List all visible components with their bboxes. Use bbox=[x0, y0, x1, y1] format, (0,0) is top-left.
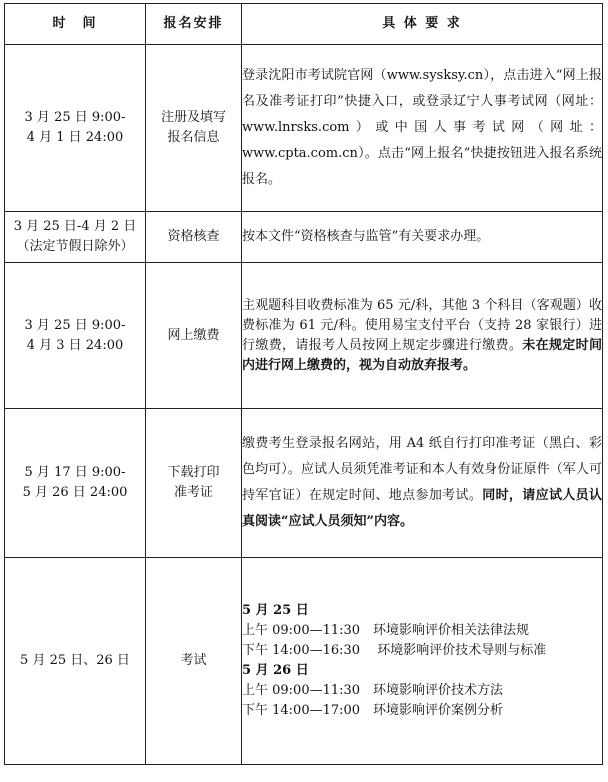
table-row bbox=[5, 45, 603, 212]
table-header-row bbox=[5, 4, 603, 45]
row-requirements bbox=[242, 45, 603, 212]
table-row bbox=[5, 409, 603, 558]
row-time: 3 月 25 日 9:00- 4 月 1 日 24:00 bbox=[5, 45, 146, 212]
header-item: 报名安排 bbox=[146, 4, 242, 45]
row-item: 网上缴费 bbox=[146, 263, 242, 409]
table-row bbox=[5, 263, 603, 409]
row-requirements bbox=[242, 558, 603, 765]
exam-session: 上午 09:00—11:30 环境影响评价相关法律法规 bbox=[242, 623, 530, 638]
row-requirements bbox=[242, 212, 603, 263]
row-time: 5 月 25 日、26 日 bbox=[5, 558, 146, 765]
row-requirements bbox=[242, 263, 603, 409]
row-time: 3 月 25 日 9:00- 4 月 3 日 24:00 bbox=[5, 263, 146, 409]
row-time: 3 月 25 日-4 月 2 日 （法定节假日除外） bbox=[5, 212, 146, 263]
requirements-bold-text: 同时，请应试人员认真阅读“应试人员须知”内容。 bbox=[242, 488, 602, 529]
registration-schedule-table bbox=[4, 3, 603, 765]
row-item: 资格核查 bbox=[146, 212, 242, 263]
requirements-text: 主观题科目收费标准为 65 元/科，其他 3 个科目（客观题）收费标准为 61 元/科。使用易宝支付平台（支持 28 家银行）进行缴费，请报考人员按网上规定步骤进行缴费。 bbox=[242, 297, 602, 353]
requirements-text: 登录沈阳市考试院官网（www.sysksy.cn），点击进入“网上报名及准考证打印”快捷入口，或登录辽宁人事考试网（网址：www.lnrsks.com）或中国人事考试网（网址：www.cpta.com.cn）。点击“网上报名”快捷按钮进入报名系统报名。 bbox=[242, 68, 602, 187]
table-row bbox=[5, 212, 603, 263]
row-requirements bbox=[242, 409, 603, 558]
exam-day-2: 5 月 26 日 bbox=[242, 663, 309, 678]
header-requirements: 具 体 要 求 bbox=[242, 4, 603, 45]
row-time: 5 月 17 日 9:00- 5 月 26 日 24:00 bbox=[5, 409, 146, 558]
exam-session: 下午 14:00—16:30 环境影响评价技术导则与标准 bbox=[242, 643, 547, 658]
exam-session: 上午 09:00—11:30 环境影响评价技术方法 bbox=[242, 683, 504, 698]
requirements-text: 缴费考生登录报名网站，用 A4 纸自行打印准考证（黑白、彩色均可）。应试人员须凭准考证和本人有效身份证原件（军人可持军官证）在规定时间、地点参加考试。 bbox=[242, 436, 602, 503]
requirements-bold-text: 未在规定时间内进行网上缴费的，视为自动放弃报考。 bbox=[242, 337, 602, 373]
exam-day-1: 5 月 25 日 bbox=[242, 603, 309, 618]
table-row bbox=[5, 558, 603, 765]
row-item: 考试 bbox=[146, 558, 242, 765]
requirements-text: 按本文件“资格核查与监管”有关要求办理。 bbox=[242, 229, 490, 244]
header-time: 时 间 bbox=[5, 4, 146, 45]
row-item: 注册及填写 报名信息 bbox=[146, 45, 242, 212]
row-item: 下载打印 准考证 bbox=[146, 409, 242, 558]
exam-session: 下午 14:00—17:00 环境影响评价案例分析 bbox=[242, 703, 504, 718]
